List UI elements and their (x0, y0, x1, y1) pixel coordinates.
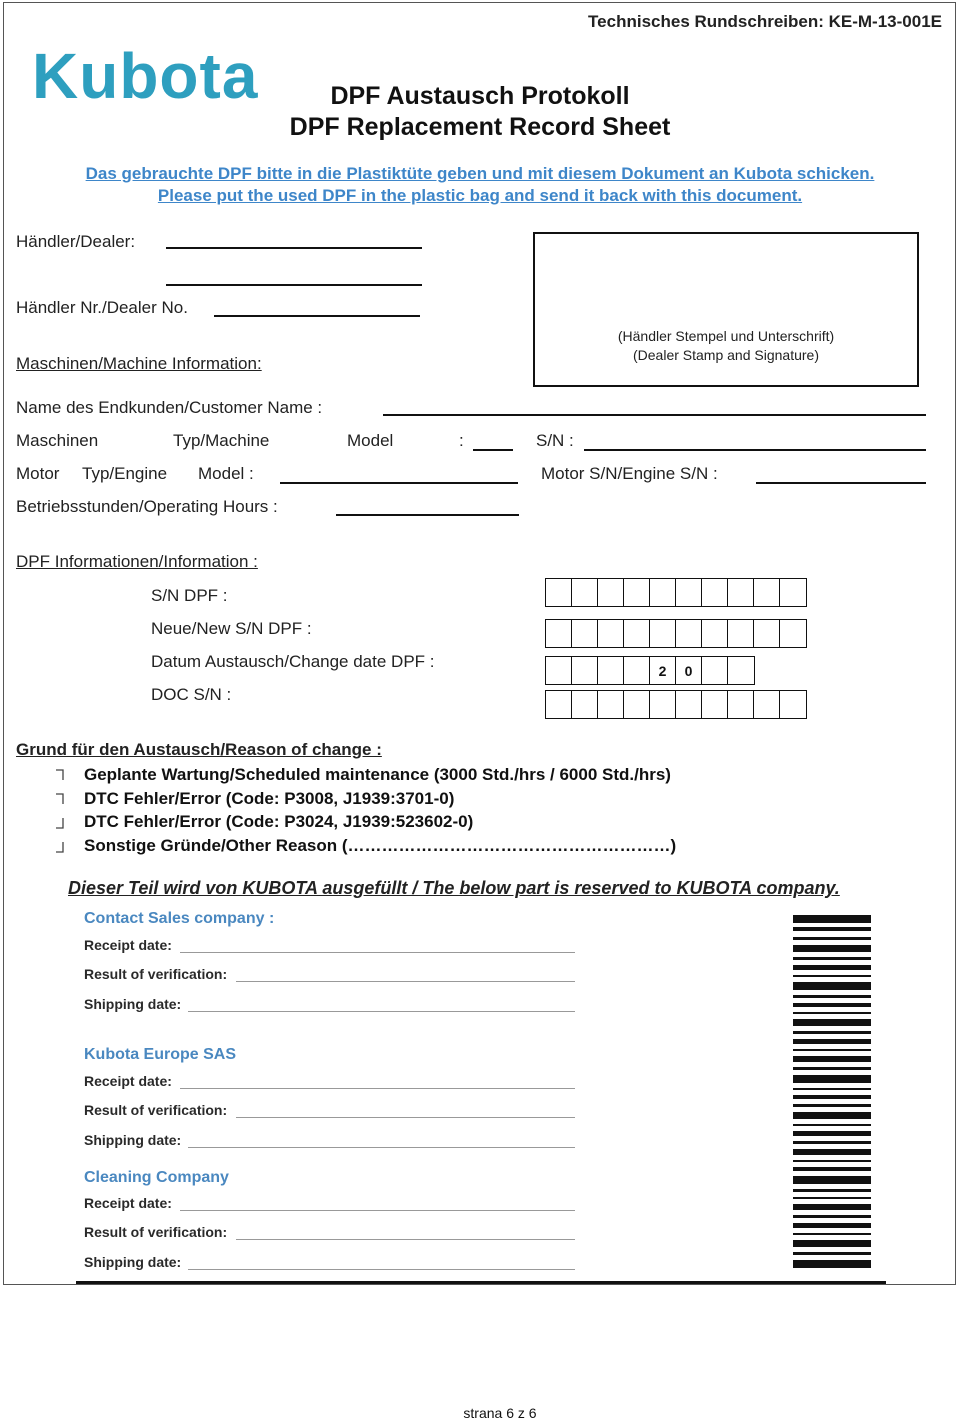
kubota-europe-verification-line[interactable] (236, 1117, 575, 1118)
cleaning-company-verification: Result of verification: (84, 1224, 228, 1240)
doc-sn-boxes[interactable] (545, 690, 807, 719)
machine-label: Maschinen (16, 431, 99, 450)
contact-sales-receipt-line[interactable] (180, 952, 575, 953)
dpf-sn-label: S/N DPF : (151, 586, 228, 605)
customer-name-label: Name des Endkunden/Customer Name : (16, 398, 323, 417)
contact-sales-shipping-date: Shipping date: (84, 996, 182, 1012)
dpf-info-heading: DPF Informationen/Information : (16, 552, 258, 571)
kubota-europe-shipping-line[interactable] (188, 1147, 575, 1148)
title-en: DPF Replacement Record Sheet (289, 113, 671, 141)
reason-other: Sonstige Gründe/Other Reason (…………………………………………………) (84, 836, 677, 855)
reason-dtc-p3024: DTC Fehler/Error (Code: P3024, J1939:523602-0) (84, 812, 474, 831)
cleaning-company-shipping-date: Shipping date: (84, 1254, 182, 1270)
machine-sn-label: S/N : (536, 431, 574, 450)
notice-de: Das gebrauchte DPF bitte in die Plastiktüte geben und mit diesem Dokument an Kubota schicken. (85, 164, 875, 183)
machine-model-field[interactable] (473, 449, 513, 451)
dpf-new-sn-label: Neue/New S/N DPF : (151, 619, 312, 638)
stamp-label-de: (Händler Stempel und Unterschrift) (617, 328, 835, 344)
dealer-no-label: Händler Nr./Dealer No. (16, 298, 188, 317)
dealer-field[interactable] (166, 247, 422, 249)
dpf-change-date-label: Datum Austausch/Change date DPF : (151, 652, 435, 671)
machine-info-label: Maschinen/Machine Information: (16, 354, 262, 373)
contact-sales-receipt-date: Receipt date: (84, 937, 172, 953)
doc-sn-label: DOC S/N : (151, 685, 232, 704)
logo-text: Kubota (32, 44, 259, 112)
reason-dtc-p3008: DTC Fehler/Error (Code: P3008, J1939:3701-0) (84, 789, 455, 808)
contact-sales-verification-line[interactable] (236, 981, 575, 982)
engine-label: Motor (16, 464, 60, 483)
dealer-stamp-box[interactable] (533, 232, 919, 387)
hours-label: Betriebsstunden/Operating Hours : (16, 497, 278, 516)
checkbox-icon[interactable] (54, 816, 66, 830)
kubota-europe-shipping-date: Shipping date: (84, 1132, 182, 1148)
cleaning-company-receipt-date: Receipt date: (84, 1195, 172, 1211)
engine-type-label: Typ/Engine (82, 464, 168, 483)
dealer-field-2[interactable] (166, 284, 422, 286)
machine-model-colon: : (459, 431, 464, 450)
kubota-europe-verification: Result of verification: (84, 1102, 228, 1118)
customer-name-field[interactable] (383, 414, 926, 416)
cleaning-company-verification-line[interactable] (236, 1239, 575, 1240)
cleaning-company-shipping-line[interactable] (188, 1269, 575, 1270)
reason-heading: Grund für den Austausch/Reason of change : (16, 740, 382, 759)
hours-field[interactable] (336, 514, 519, 516)
cleaning-company-receipt-line[interactable] (180, 1210, 575, 1211)
kubota-section-bottom-rule (76, 1281, 886, 1284)
dpf-sn-boxes[interactable] (545, 578, 807, 607)
contact-sales-verification: Result of verification: (84, 966, 228, 982)
kubota-europe-receipt-date: Receipt date: (84, 1073, 172, 1089)
engine-sn-label: Motor S/N/Engine S/N : (541, 464, 718, 483)
contact-sales-shipping-line[interactable] (188, 1011, 575, 1012)
checkbox-icon[interactable] (54, 792, 66, 806)
kubota-europe-receipt-line[interactable] (180, 1088, 575, 1089)
reason-scheduled-maintenance: Geplante Wartung/Scheduled maintenance (3000 Std./hrs / 6000 Std./hrs) (84, 765, 671, 784)
document-reference: Technisches Rundschreiben: KE-M-13-001E (588, 12, 942, 31)
dpf-new-sn-boxes[interactable] (545, 619, 807, 648)
dealer-label: Händler/Dealer: (16, 232, 136, 251)
checkbox-icon[interactable] (54, 840, 66, 854)
barcode-icon (793, 915, 871, 1270)
kubota-europe-heading: Kubota Europe SAS (84, 1046, 237, 1063)
machine-model-label: Model (347, 431, 394, 450)
kubota-reserved-heading: Dieser Teil wird von KUBOTA ausgefüllt / The below part is reserved to KUBOTA company. (68, 878, 840, 898)
page-number: strana 6 z 6 (463, 1405, 537, 1421)
notice-en: Please put the used DPF in the plastic bag and send it back with this document. (157, 186, 803, 205)
checkbox-icon[interactable] (54, 768, 66, 782)
dealer-no-field[interactable] (214, 315, 420, 317)
engine-model-label: Model : (198, 464, 254, 483)
engine-model-field[interactable] (280, 482, 518, 484)
stamp-label-en: (Dealer Stamp and Signature) (633, 347, 819, 363)
date-digit: 0 (676, 657, 702, 684)
dpf-change-date-boxes[interactable] (545, 656, 755, 685)
cleaning-company-heading: Cleaning Company (84, 1169, 229, 1186)
machine-sn-field[interactable] (584, 449, 926, 451)
machine-type-label: Typ/Machine (173, 431, 270, 450)
title-de: DPF Austausch Protokoll (330, 82, 630, 110)
engine-sn-field[interactable] (756, 482, 926, 484)
contact-sales-heading: Contact Sales company : (84, 910, 275, 927)
date-digit: 2 (650, 657, 676, 684)
